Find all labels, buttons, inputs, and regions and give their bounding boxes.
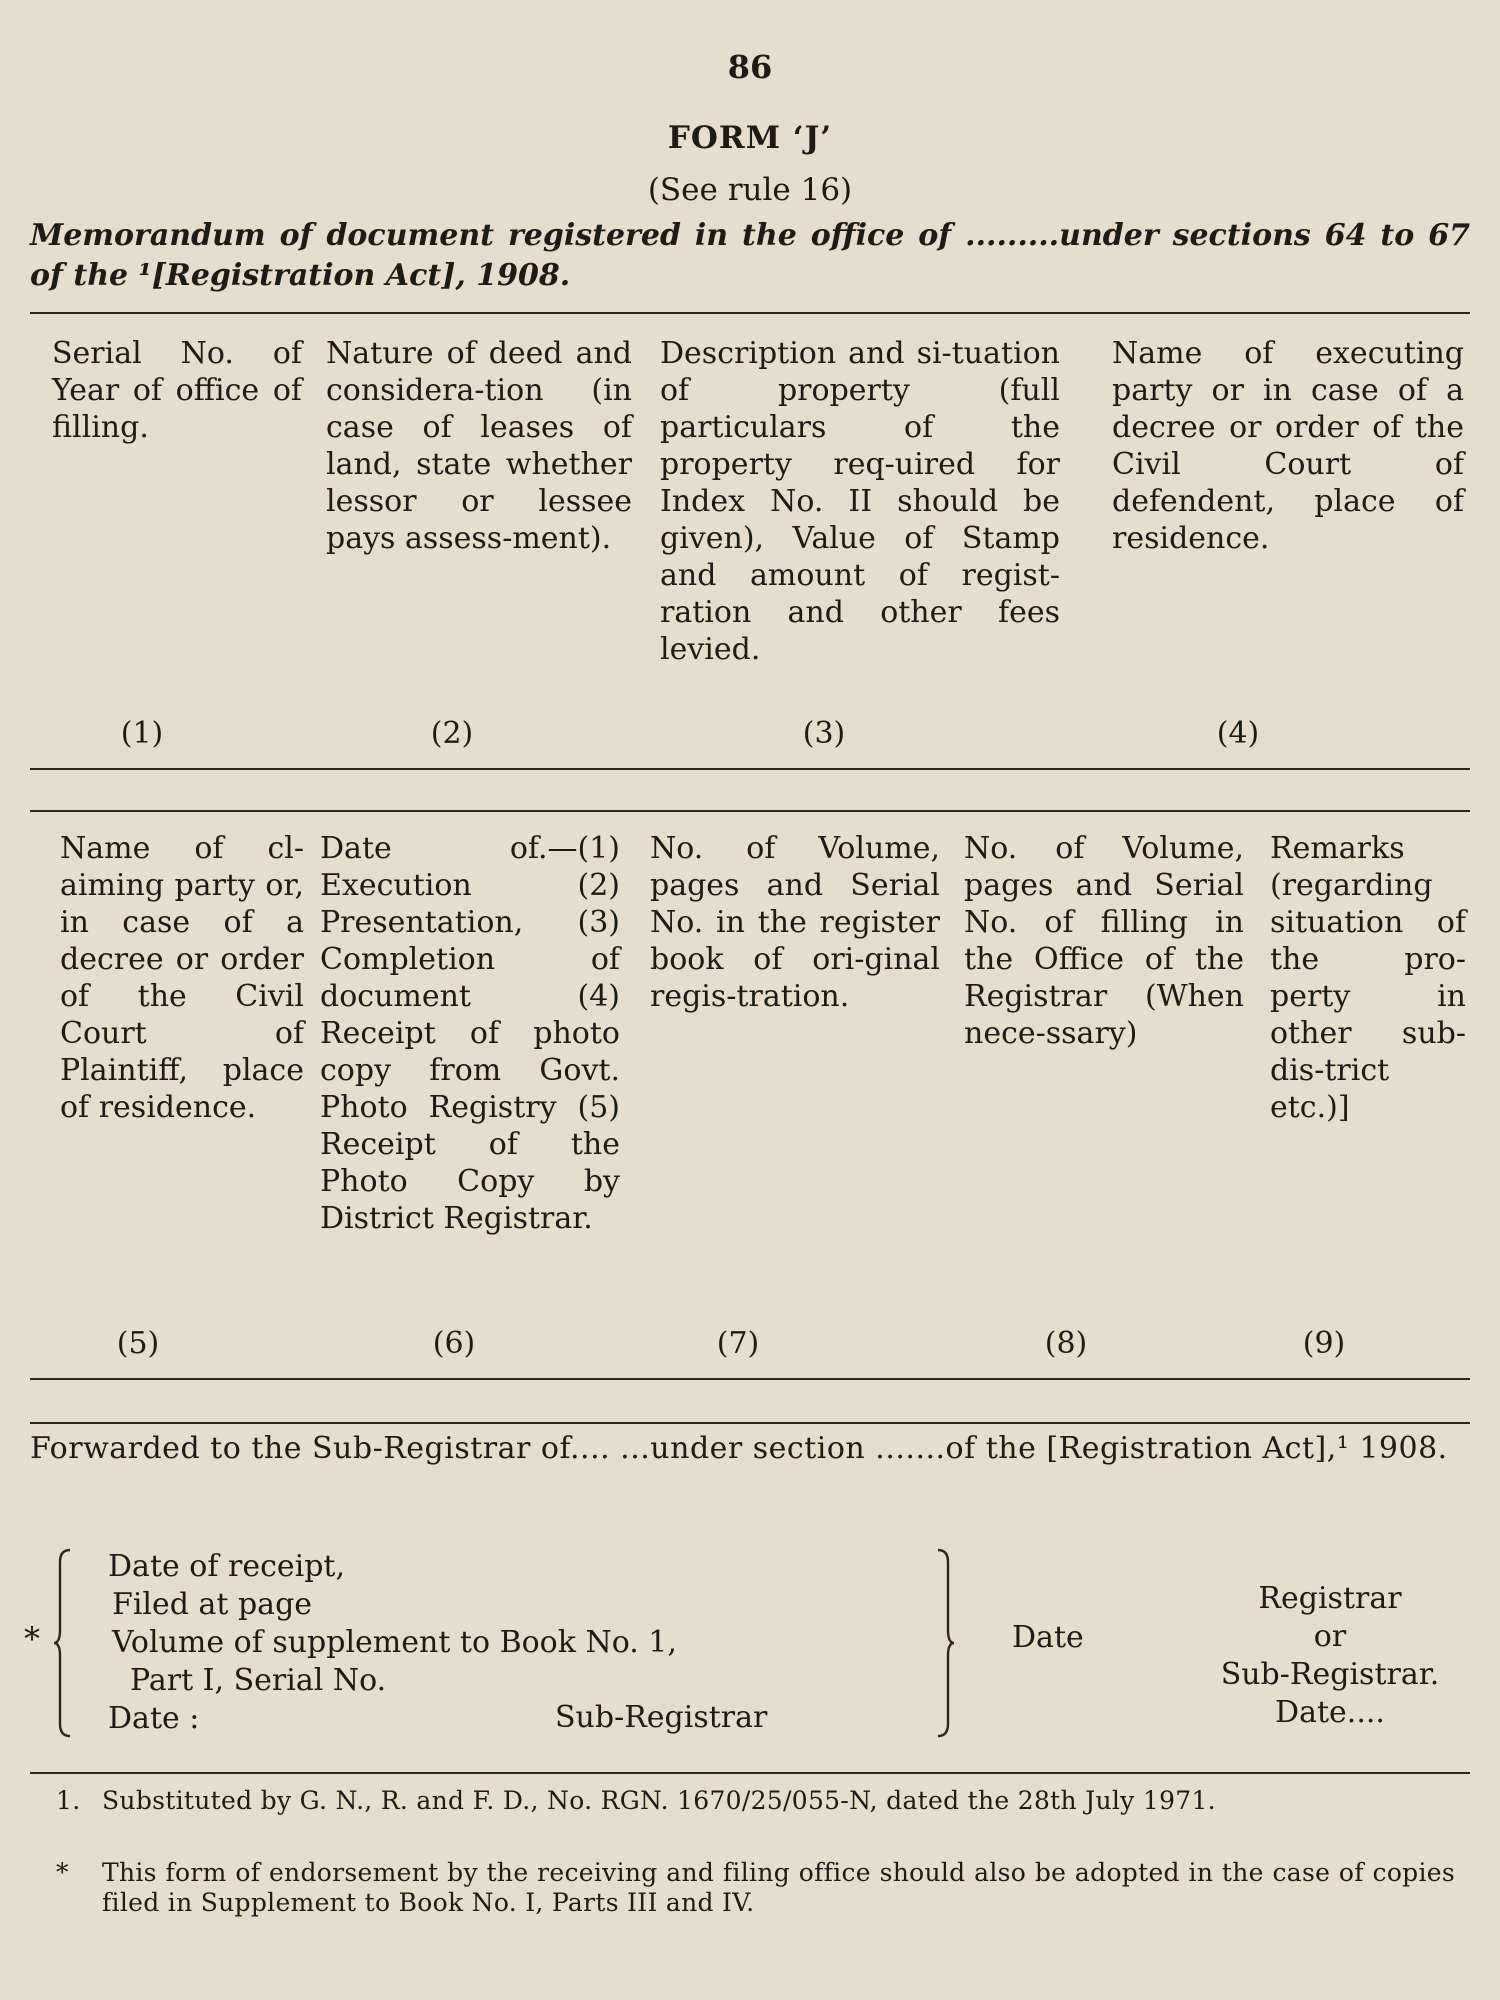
right-brace-icon [936, 1548, 956, 1738]
endorsement-line-2: Filed at page [112, 1587, 313, 1622]
col9-header: Remarks (regarding situation of the pro-perty in other sub-dis-trict etc.)] [1270, 831, 1466, 1125]
col8-header: No. of Volume, pages and Serial No. of filling in the Office of the Registrar (When nece-ssary) [964, 831, 1244, 1051]
col3-header: Description and si-tuation of property (full particulars of the property req-uired for Index No. II should be given), Value of Stamp and amount of regist-ration and other fees levied. [660, 336, 1060, 667]
col5-header: Name of cl-aiming party or, in case of a decree or order of the Civil Court of Plaintiff, place of residence. [60, 831, 304, 1125]
col8-number: (8) [1044, 1326, 1088, 1361]
footnote-1 [56, 1786, 1455, 1816]
endorsement-line-3: Volume of supplement to Book No. 1, [112, 1625, 677, 1660]
col9-number: (9) [1302, 1326, 1346, 1361]
registrar-line-3: Sub-Registrar. [1220, 1657, 1440, 1692]
see-rule: (See rule 16) [647, 172, 853, 208]
rule-bottom-1 [30, 1378, 1470, 1380]
rule-mid-2 [30, 810, 1470, 812]
date-label: Date [1012, 1620, 1084, 1655]
col2-header: Nature of deed and considera-tion (in case of leases of land, state whether lessor or lessee pays assess-ment). [326, 336, 632, 556]
page-number: 86 [727, 48, 773, 86]
asterisk-mark: * [24, 1620, 40, 1658]
endorsement-line-5: Date : [108, 1701, 200, 1736]
rule-top [30, 312, 1470, 314]
left-brace-icon [52, 1548, 72, 1738]
rule-footnotes [30, 1772, 1470, 1774]
registrar-line-4: Date.... [1275, 1695, 1385, 1730]
col1-number: (1) [120, 716, 164, 751]
col1-header: Serial No. of Year of office of filling. [52, 336, 302, 445]
col4-header: Name of executing party or in case of a decree or order of the Civil Court of defendent, place of residence. [1112, 336, 1464, 556]
col3-number: (3) [802, 716, 846, 751]
col6-number: (6) [432, 1326, 476, 1361]
rule-bottom-2 [30, 1422, 1470, 1424]
col7-number: (7) [716, 1326, 760, 1361]
form-title: FORM ‘J’ [667, 120, 833, 156]
footnote-1-text: Substituted by G. N., R. and F. D., No. RGN. 1670/25/055-N, dated the 28th July 1971. [102, 1786, 1216, 1815]
endorsement-line-4: Part I, Serial No. [130, 1663, 387, 1698]
footnote-2-text: This form of endorsement by the receiving and filing office should also be adopted in the case of copies filed in Supplement to Book No. I, Parts III and IV. [102, 1858, 1455, 1917]
memorandum-heading: Memorandum of document registered in the office of .........under sections 64 to 67 of the ¹[Registration Act], 1908. [30, 218, 1470, 293]
col7-header: No. of Volume, pages and Serial No. in the register book of ori-ginal regis-tration. [650, 831, 940, 1014]
registrar-line-2: or [1313, 1619, 1347, 1654]
rule-mid-1 [30, 768, 1470, 770]
sub-registrar-label: Sub-Registrar [555, 1700, 768, 1735]
registrar-block [1170, 1580, 1490, 1732]
footnote-2-mark: * [56, 1858, 69, 1887]
forwarded-text: Forwarded to the Sub-Registrar of.... ...under section .......of the [Registration Act],¹ 1908. [30, 1431, 1448, 1466]
footnote-1-mark: 1. [56, 1786, 81, 1815]
col5-number: (5) [116, 1326, 160, 1361]
registrar-line-1: Registrar [1258, 1581, 1402, 1616]
footnote-2 [56, 1858, 1455, 1918]
endorsement-line-1: Date of receipt, [108, 1549, 346, 1584]
col6-header: Date of.—(1) Execution (2) Presentation, (3) Completion of document (4) Receipt of photo copy from Govt. Photo Registry (5) Receipt of the Photo Copy by District Registrar. [320, 831, 620, 1236]
col2-number: (2) [430, 716, 474, 751]
col4-number: (4) [1216, 716, 1260, 751]
